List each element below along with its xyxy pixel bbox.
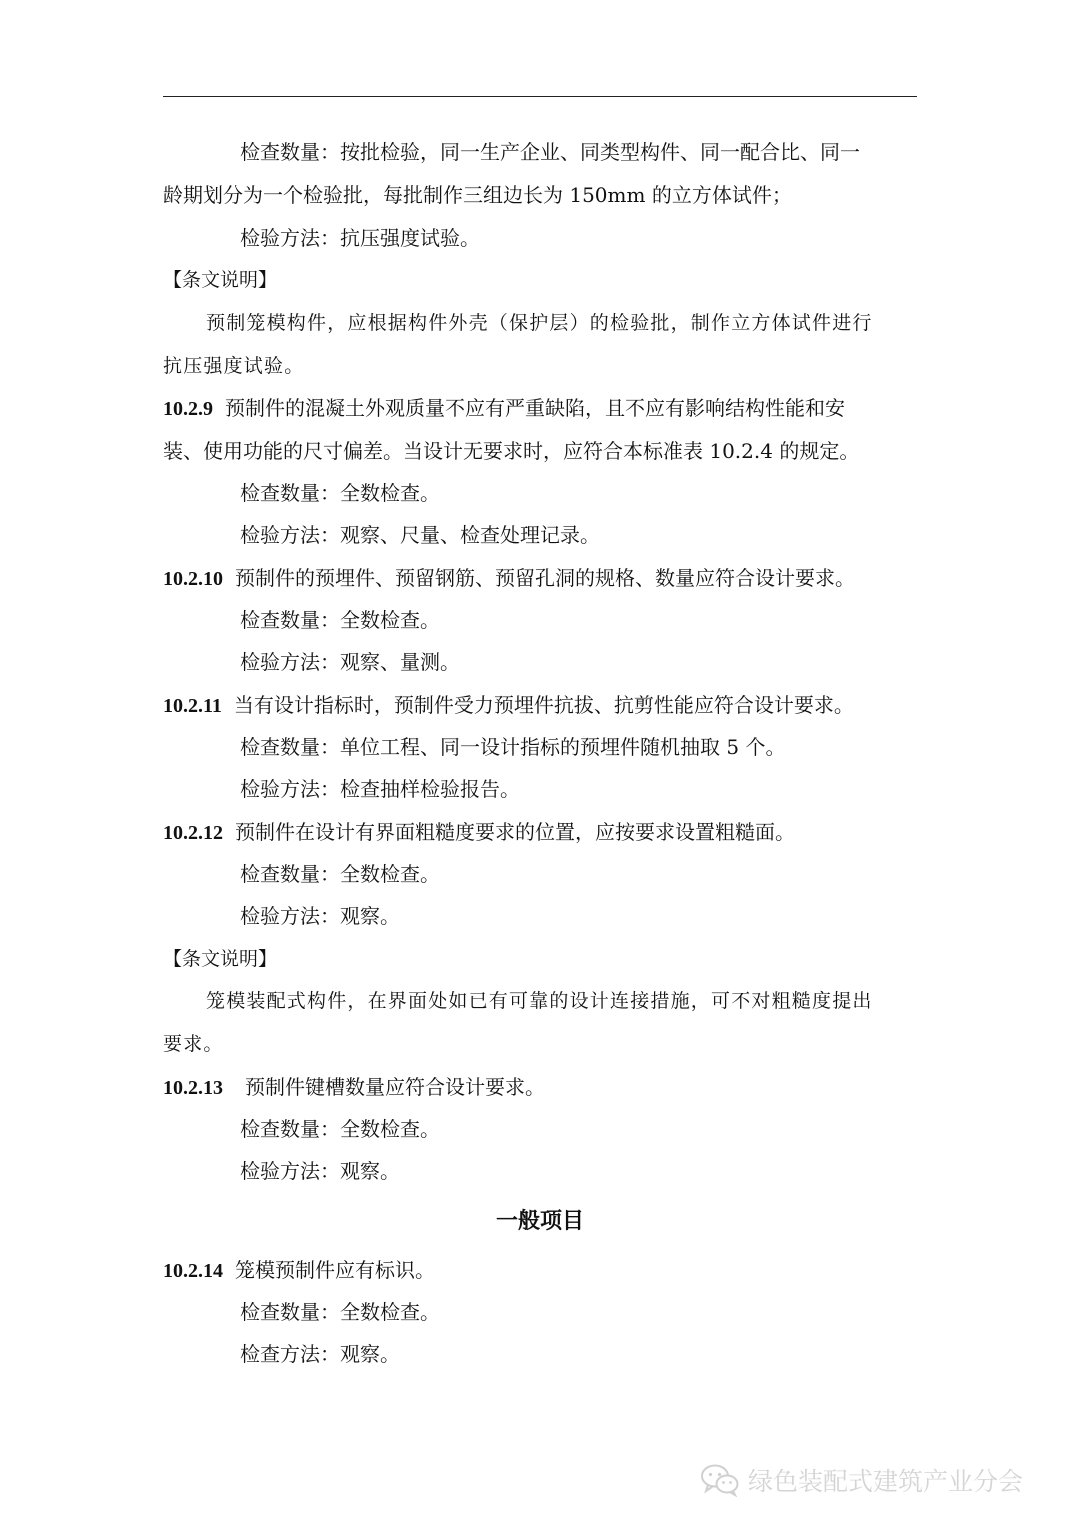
watermark-text: 绿色装配式建筑产业分会 — [748, 1467, 1024, 1496]
clause-10-2-11-quantity: 检查数量：单位工程、同一设计指标的预埋件随机抽取 5 个。 — [240, 735, 786, 759]
clause-text: 预制件的预埋件、预留钢筋、预留孔洞的规格、数量应符合设计要求。 — [235, 566, 855, 590]
inspection-quantity-text-2: 龄期划分为一个检验批，每批制作三组边长为 150mm 的立方体试件； — [163, 183, 792, 207]
clause-number: 10.2.9 — [163, 398, 213, 420]
clause-10-2-13-quantity: 检查数量：全数检查。 — [240, 1117, 440, 1141]
watermark — [700, 1460, 1023, 1500]
inspection-quantity-text-1: 检查数量：按批检验，同一生产企业、同类型构件、同一配合比、同一 — [240, 140, 860, 164]
wechat-icon — [700, 1463, 740, 1497]
clause-10-2-11-method: 检验方法：检查抽样检验报告。 — [240, 777, 520, 801]
clause-text: 当有设计指标时，预制件受力预埋件抗拔、抗剪性能应符合设计要求。 — [233, 693, 854, 717]
clause-number: 10.2.12 — [163, 822, 223, 844]
clause-note-text-1b: 抗压强度试验。 — [163, 355, 305, 377]
clause-text: 预制件在设计有界面粗糙度要求的位置，应按要求设置粗糙面。 — [235, 820, 795, 844]
clause-10-2-12-method: 检验方法：观察。 — [240, 904, 400, 928]
clause-10-2-10-quantity: 检查数量：全数检查。 — [240, 608, 440, 632]
clause-10-2-14-method: 检查方法：观察。 — [240, 1342, 400, 1366]
clause-10-2-9-cont: 装、使用功能的尺寸偏差。当设计无要求时，应符合本标准表 10.2.4 的规定。 — [163, 439, 860, 463]
clause-10-2-9-quantity: 检查数量：全数检查。 — [240, 481, 440, 505]
clause-10-2-13 — [163, 1073, 545, 1102]
clause-text: 笼模预制件应有标识。 — [235, 1258, 435, 1282]
clause-number: 10.2.11 — [163, 695, 222, 717]
clause-note-text-2a: 笼模装配式构件，在界面处如已有可靠的设计连接措施，可不对粗糙度提出 — [206, 990, 873, 1012]
clause-10-2-9-method: 检验方法：观察、尺量、检查处理记录。 — [240, 523, 600, 547]
clause-10-2-12 — [163, 818, 795, 847]
clause-note-text-2b: 要求。 — [163, 1033, 224, 1055]
clause-number: 10.2.10 — [163, 568, 223, 590]
header-rule — [163, 96, 917, 97]
clause-10-2-12-quantity: 检查数量：全数检查。 — [240, 862, 440, 886]
clause-10-2-10 — [163, 564, 855, 593]
clause-number: 10.2.14 — [163, 1260, 223, 1282]
inspection-method-text: 检验方法：抗压强度试验。 — [240, 226, 480, 250]
clause-text: 预制件的混凝土外观质量不应有严重缺陷，且不应有影响结构性能和安 — [225, 396, 845, 420]
clause-note-text-1a: 预制笼模构件，应根据构件外壳（保护层）的检验批，制作立方体试件进行 — [206, 312, 873, 334]
clause-text: 预制件键槽数量应符合设计要求。 — [245, 1075, 545, 1099]
clause-number: 10.2.13 — [163, 1077, 223, 1099]
clause-10-2-11 — [163, 691, 854, 720]
clause-10-2-9 — [163, 394, 845, 423]
clause-10-2-10-method: 检验方法：观察、量测。 — [240, 650, 460, 674]
clause-note-heading-2: 【条文说明】 — [163, 948, 278, 970]
section-heading: 一般项目 — [495, 1209, 584, 1234]
clause-10-2-13-method: 检验方法：观察。 — [240, 1159, 400, 1183]
clause-10-2-14-quantity: 检查数量：全数检查。 — [240, 1300, 440, 1324]
clause-10-2-14 — [163, 1256, 435, 1285]
clause-note-heading-1: 【条文说明】 — [163, 269, 278, 291]
